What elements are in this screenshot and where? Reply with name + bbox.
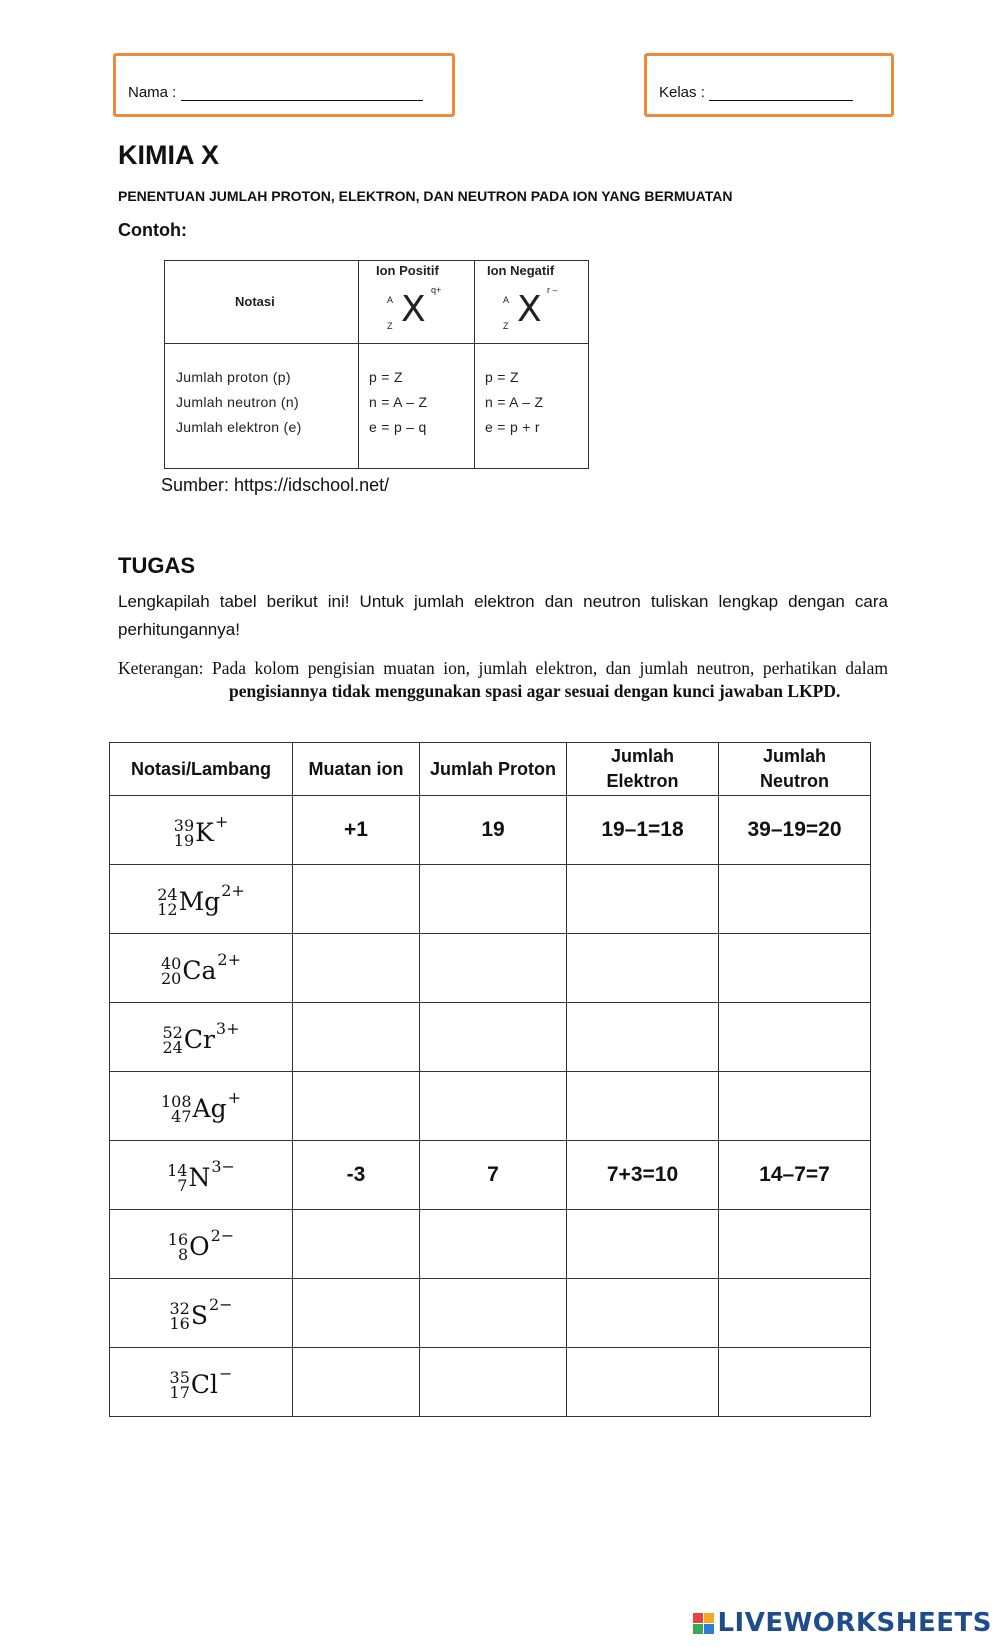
logo-tile [693, 1613, 703, 1623]
protons-cell[interactable]: 19 [420, 796, 567, 865]
notation-cell [110, 1279, 293, 1348]
name-label: Nama : [128, 84, 177, 101]
ion-charge-superscript: 2− [208, 1295, 233, 1314]
example-divider [474, 261, 475, 468]
example-divider [358, 261, 359, 468]
mass-number: 24 [157, 884, 178, 904]
notation-cell [110, 1348, 293, 1417]
electrons-cell[interactable] [567, 934, 719, 1003]
mass-number: 35 [169, 1367, 190, 1387]
ion-charge-superscript: + [227, 1088, 241, 1107]
example-negative-formulas [485, 365, 543, 440]
example-formula: e = p – q [369, 419, 427, 435]
neutrons-cell[interactable]: 39–19=20 [719, 796, 871, 865]
neutrons-cell[interactable]: 14–7=7 [719, 1141, 871, 1210]
name-field-box[interactable] [113, 53, 455, 117]
electrons-cell[interactable] [567, 1072, 719, 1141]
element-symbol: Cr [183, 1025, 215, 1054]
atomic-number: 16 [169, 1313, 190, 1333]
electrons-cell[interactable] [567, 1279, 719, 1348]
positive-ion-notation [387, 285, 467, 335]
ion-notation [160, 1088, 241, 1126]
nuclide-numbers [169, 1298, 190, 1333]
example-formula: e = p + r [485, 419, 540, 435]
nuclide-numbers [167, 1229, 189, 1264]
example-formula: n = A – Z [369, 394, 428, 410]
ion-charge-superscript: + [214, 812, 229, 831]
neutrons-cell[interactable] [719, 1348, 871, 1417]
nuclide-numbers [162, 1022, 183, 1057]
mass-number: 32 [169, 1298, 190, 1318]
table-row [110, 1141, 871, 1210]
example-col-negative: Ion Negatif [487, 263, 555, 278]
atomic-number: 8 [177, 1244, 189, 1264]
task-instruction: Lengkapilah tabel berikut ini! Untuk jumlah elektron dan neutron tuliskan lengkap dengan cara perhitungannya! [118, 592, 888, 639]
table-row [110, 796, 871, 865]
charge-cell[interactable] [293, 1279, 420, 1348]
neutrons-cell[interactable] [719, 865, 871, 934]
ion-notation [161, 950, 241, 988]
task-note [118, 657, 888, 703]
ion-charge-superscript: 3− [211, 1157, 235, 1176]
mass-number-label: A [387, 295, 394, 305]
nuclide-numbers [160, 1091, 192, 1126]
nuclide-numbers [157, 884, 178, 919]
task-note-text: Keterangan: Pada kolom pengisian muatan ion, jumlah elektron, dan jumlah neutron, perhatikan dalam [118, 658, 888, 678]
atomic-number: 47 [171, 1106, 192, 1126]
header-notation: Notasi/Lambang [110, 743, 293, 796]
atomic-number: 20 [161, 968, 182, 988]
notation-cell [110, 796, 293, 865]
element-symbol: Mg [178, 887, 221, 916]
example-heading: Contoh: [118, 220, 187, 240]
neutrons-cell[interactable] [719, 934, 871, 1003]
charge-cell[interactable] [293, 1072, 420, 1141]
atomic-number: 24 [162, 1037, 183, 1057]
ion-charge-superscript: 2− [210, 1226, 235, 1245]
electrons-cell[interactable]: 19–1=18 [567, 796, 719, 865]
element-symbol: N [188, 1163, 211, 1192]
example-formula: n = A – Z [485, 394, 544, 410]
atomic-number: 19 [173, 830, 195, 850]
charge-cell[interactable]: -3 [293, 1141, 420, 1210]
table-row [110, 1348, 871, 1417]
ion-charge-superscript: 3+ [215, 1019, 240, 1038]
header-charge: Muatan ion [293, 743, 420, 796]
ion-notation [167, 1157, 235, 1195]
charge-cell[interactable] [293, 1003, 420, 1072]
mass-number-label: A [503, 295, 510, 305]
example-table [164, 260, 589, 469]
table-row [110, 934, 871, 1003]
element-symbol: O [189, 1232, 210, 1261]
liveworksheets-logo [693, 1608, 992, 1638]
electrons-cell[interactable] [567, 1003, 719, 1072]
positive-charge-label: q+ [431, 285, 442, 295]
header-protons: Jumlah Proton [420, 743, 567, 796]
logo-tile [704, 1613, 714, 1623]
nuclide-numbers [173, 815, 195, 850]
ion-notation [157, 881, 245, 919]
ion-notation [169, 1364, 233, 1402]
ion-charge-superscript: 2+ [221, 881, 245, 900]
class-label: Kelas : [659, 84, 705, 101]
notation-cell [110, 934, 293, 1003]
negative-charge-label: r – [547, 285, 558, 295]
example-col-positive: Ion Positif [376, 263, 439, 278]
ion-charge-superscript: − [219, 1364, 233, 1383]
ion-notation [162, 1019, 240, 1057]
notation-cell [110, 1210, 293, 1279]
mass-number: 16 [167, 1229, 189, 1249]
logo-text: LIVEWORKSHEETS [717, 1608, 992, 1638]
logo-tiles-icon [693, 1613, 714, 1634]
logo-tile [704, 1624, 714, 1634]
mass-number: 52 [162, 1022, 183, 1042]
protons-cell[interactable] [420, 934, 567, 1003]
task-table-header-row [110, 743, 871, 796]
example-positive-formulas [369, 365, 427, 440]
protons-cell[interactable]: 7 [420, 1141, 567, 1210]
neutrons-cell[interactable] [719, 1072, 871, 1141]
example-divider [165, 343, 588, 344]
table-row [110, 1279, 871, 1348]
class-field-box[interactable] [644, 53, 894, 117]
protons-cell[interactable] [420, 1279, 567, 1348]
header-electrons-line2: Elektron [606, 771, 679, 791]
neutrons-cell[interactable] [719, 1003, 871, 1072]
protons-cell[interactable] [420, 865, 567, 934]
negative-ion-notation [503, 285, 583, 335]
header-electrons [567, 743, 719, 796]
charge-cell[interactable] [293, 1348, 420, 1417]
neutrons-cell[interactable] [719, 1210, 871, 1279]
notation-cell [110, 1072, 293, 1141]
mass-number: 108 [160, 1091, 192, 1111]
element-symbol: Ca [182, 956, 217, 985]
protons-cell[interactable] [420, 1072, 567, 1141]
element-symbol: X [517, 289, 542, 330]
atomic-number-label: Z [503, 321, 509, 331]
mass-number: 14 [167, 1160, 188, 1180]
element-symbol: Ag [192, 1094, 227, 1123]
example-col-notation: Notasi [235, 294, 275, 309]
header-neutrons-line2: Neutron [760, 771, 829, 791]
header-neutrons [719, 743, 871, 796]
notation-cell [110, 1003, 293, 1072]
table-row [110, 1072, 871, 1141]
example-row-labels [176, 365, 302, 440]
nuclide-numbers [167, 1160, 188, 1195]
ion-charge-superscript: 2+ [217, 950, 241, 969]
ion-notation [173, 812, 229, 850]
table-row [110, 1003, 871, 1072]
element-symbol: K [195, 818, 214, 847]
example-formula: p = Z [485, 369, 519, 385]
table-row [110, 865, 871, 934]
nuclide-numbers [169, 1367, 190, 1402]
example-row-label: Jumlah proton (p) [176, 369, 291, 385]
logo-tile [693, 1624, 703, 1634]
notation-cell [110, 1141, 293, 1210]
task-table [109, 742, 871, 1417]
name-blank-line[interactable] [181, 100, 423, 101]
mass-number: 39 [173, 815, 195, 835]
charge-cell[interactable] [293, 865, 420, 934]
protons-cell[interactable] [420, 1348, 567, 1417]
element-symbol: X [401, 289, 426, 330]
example-row-label: Jumlah elektron (e) [176, 419, 302, 435]
neutrons-cell[interactable] [719, 1279, 871, 1348]
charge-cell[interactable]: +1 [293, 796, 420, 865]
mass-number: 40 [161, 953, 182, 973]
nuclide-numbers [161, 953, 182, 988]
ion-notation [167, 1226, 235, 1264]
header-electrons-line1: Jumlah [610, 746, 675, 766]
atomic-number: 7 [177, 1175, 188, 1195]
electrons-cell[interactable] [567, 865, 719, 934]
class-blank-line[interactable] [709, 100, 853, 101]
atomic-number: 17 [169, 1382, 190, 1402]
notation-cell [110, 865, 293, 934]
table-row [110, 1210, 871, 1279]
charge-cell[interactable] [293, 934, 420, 1003]
task-note-emphasis: pengisiannya tidak menggunakan spasi agar sesuai dengan kunci jawaban LKPD. [229, 681, 841, 701]
protons-cell[interactable] [420, 1210, 567, 1279]
example-formula: p = Z [369, 369, 403, 385]
atomic-number: 12 [157, 899, 178, 919]
element-symbol: Cl [190, 1370, 219, 1399]
example-row-label: Jumlah neutron (n) [176, 394, 299, 410]
atomic-number-label: Z [387, 321, 393, 331]
protons-cell[interactable] [420, 1003, 567, 1072]
header-neutrons-line1: Jumlah [762, 746, 827, 766]
charge-cell[interactable] [293, 1210, 420, 1279]
page-title: KIMIA X [118, 140, 219, 170]
task-heading: TUGAS [118, 553, 195, 578]
page-subtitle: PENENTUAN JUMLAH PROTON, ELEKTRON, DAN NEUTRON PADA ION YANG BERMUATAN [118, 188, 733, 204]
electrons-cell[interactable] [567, 1348, 719, 1417]
element-symbol: S [190, 1301, 208, 1330]
electrons-cell[interactable] [567, 1210, 719, 1279]
source-citation: Sumber: https://idschool.net/ [161, 475, 390, 495]
ion-notation [169, 1295, 233, 1333]
electrons-cell[interactable]: 7+3=10 [567, 1141, 719, 1210]
